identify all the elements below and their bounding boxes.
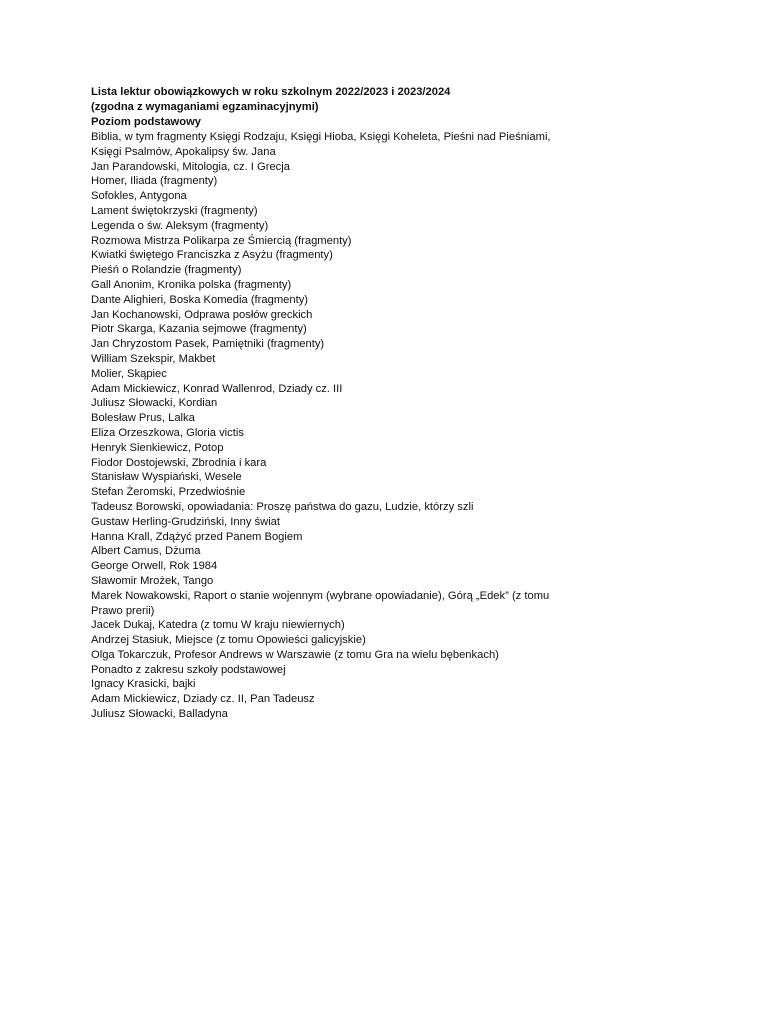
list-item: Piotr Skarga, Kazania sejmowe (fragmenty) xyxy=(91,323,307,336)
list-item: Kwiatki świętego Franciszka z Asyżu (fragmenty) xyxy=(91,249,333,262)
list-item: George Orwell, Rok 1984 xyxy=(91,560,218,573)
list-item: Marek Nowakowski, Raport o stanie wojennym (wybrane opowiadanie), Górą „Edek” (z tomu Prawo prerii) xyxy=(91,589,550,617)
list-item: Homer, Iliada (fragmenty) xyxy=(91,175,218,188)
list-item: Bolesław Prus, Lalka xyxy=(91,412,195,425)
list-item: Legenda o św. Aleksym (fragmenty) xyxy=(91,219,269,232)
list-item: Stefan Żeromski, Przedwiośnie xyxy=(91,486,246,499)
list-item: Juliusz Słowacki, Balladyna xyxy=(91,708,228,721)
list-item: Jan Parandowski, Mitologia, cz. I Grecja xyxy=(91,160,290,173)
document-title: Lista lektur obowiązkowych w roku szkolnym 2022/2023 i 2023/2024 xyxy=(91,86,451,98)
list-item: Lament świętokrzyski (fragmenty) xyxy=(91,204,258,217)
list-item: Olga Tokarczuk, Profesor Andrews w Warszawie (z tomu Gra na wielu bębenkach) xyxy=(91,648,499,661)
list-item: Jan Kochanowski, Odprawa posłów greckich xyxy=(91,308,313,321)
list-item: Sławomir Mrożek, Tango xyxy=(91,574,214,587)
list-item: William Szekspir, Makbet xyxy=(91,352,216,365)
list-item: Gall Anonim, Kronika polska (fragmenty) xyxy=(91,278,292,291)
list-item: Pieśń o Rolandzie (fragmenty) xyxy=(91,264,242,277)
section-heading: Poziom podstawowy xyxy=(91,116,202,128)
list-item: Ponadto z zakresu szkoły podstawowej xyxy=(91,663,286,676)
document-subtitle: (zgodna z wymaganiami egzaminacyjnymi) xyxy=(91,101,319,113)
list-item: Albert Camus, Dżuma xyxy=(91,545,201,558)
list-item: Biblia, w tym fragmenty Księgi Rodzaju, Księgi Hioba, Księgi Koheleta, Pieśni nad Pieśniami, Księgi Psalmów, Apokalipsy św. Jana xyxy=(91,131,551,158)
list-item: Andrzej Stasiuk, Miejsce (z tomu Opowieści galicyjskie) xyxy=(91,634,366,647)
document-page xyxy=(91,85,591,722)
list-item: Sofokles, Antygona xyxy=(91,190,187,203)
list-item: Gustaw Herling-Grudziński, Inny świat xyxy=(91,515,281,528)
list-item: Adam Mickiewicz, Konrad Wallenrod, Dziady cz. III xyxy=(91,382,343,395)
list-item: Rozmowa Mistrza Polikarpa ze Śmiercią (fragmenty) xyxy=(91,234,352,247)
list-item: Dante Alighieri, Boska Komedia (fragmenty) xyxy=(91,293,309,306)
list-item: Ignacy Krasicki, bajki xyxy=(91,678,196,691)
list-item: Adam Mickiewicz, Dziady cz. II, Pan Tadeusz xyxy=(91,693,315,706)
list-item: Molier, Skąpiec xyxy=(91,367,167,380)
list-item: Tadeusz Borowski, opowiadania: Proszę państwa do gazu, Ludzie, którzy szli xyxy=(91,500,474,513)
list-item: Eliza Orzeszkowa, Gloria victis xyxy=(91,426,244,439)
list-item: Juliusz Słowacki, Kordian xyxy=(91,397,218,410)
list-item: Fiodor Dostojewski, Zbrodnia i kara xyxy=(91,456,267,469)
reading-list xyxy=(91,130,591,722)
list-item: Hanna Krall, Zdążyć przed Panem Bogiem xyxy=(91,530,303,543)
list-item: Henryk Sienkiewicz, Potop xyxy=(91,441,224,454)
list-item: Jacek Dukaj, Katedra (z tomu W kraju niewiernych) xyxy=(91,619,345,632)
list-item: Stanisław Wyspiański, Wesele xyxy=(91,471,242,484)
list-item: Jan Chryzostom Pasek, Pamiętniki (fragmenty) xyxy=(91,338,325,351)
